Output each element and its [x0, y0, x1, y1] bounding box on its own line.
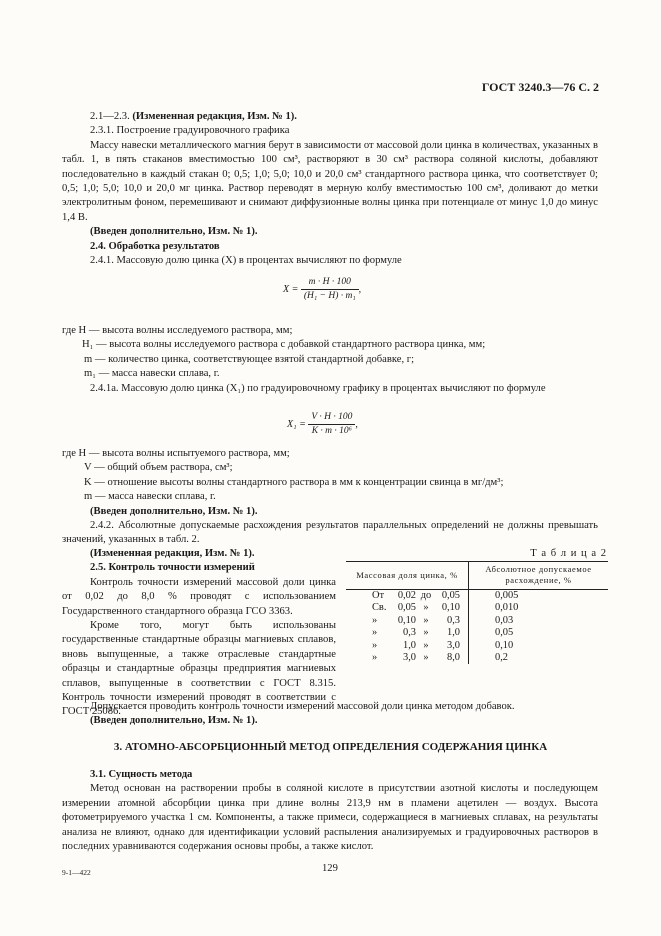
- zinc-range-cell: [346, 590, 469, 603]
- amendment-note-1: (Введен дополнительно, Изм. № 1).: [90, 226, 258, 238]
- document-header: ГОСТ 3240.3—76 С. 2: [481, 80, 599, 94]
- range-part-a: »: [372, 627, 378, 639]
- table-2: [346, 561, 608, 664]
- legend-1-h: где H — высота волны исследуемого раствора, мм;: [62, 325, 293, 336]
- range-part-c: »: [423, 602, 429, 614]
- range-part-d: 0,10: [441, 602, 460, 614]
- clause-242: 2.4.2. Абсолютные допускаемые расхождения результатов параллельных определений не должны превышать значений, указанных в табл. 2.: [62, 520, 598, 546]
- legend-2: [62, 447, 598, 548]
- tolerance-cell: 0,2: [495, 652, 508, 664]
- range-part-c: до: [420, 590, 432, 601]
- table-row: [346, 615, 608, 627]
- zinc-range-cell: [346, 652, 469, 664]
- range-part-c: »: [423, 614, 429, 626]
- range-part-d: 1,0: [447, 627, 460, 639]
- table-row: [346, 652, 608, 664]
- tolerance-cell: 0,005: [495, 590, 519, 601]
- range-part-b: 0,3: [403, 627, 416, 639]
- legend-2-h: где H — высота волны испытуемого раствора, мм;: [62, 448, 290, 459]
- revision-note: (Измененная редакция, Изм. № 1).: [132, 111, 297, 122]
- legend-1-m: m — количество цинка, соответствующее взятой стандартной добавке, г;: [84, 353, 415, 365]
- formula-2-comma: ,: [355, 418, 358, 430]
- legend-2-m: m — масса навески сплава, г.: [84, 491, 216, 503]
- range-part-b: 0,02: [397, 590, 416, 601]
- paragraph-25c: Допускается проводить контроль точности измерений массовой доли цинка методом добавок.: [90, 701, 515, 712]
- section-24-heading: 2.4. Обработка результатов: [90, 240, 220, 252]
- zinc-range-cell: [346, 602, 469, 614]
- section-25-heading: 2.5. Контроль точности измерений: [90, 562, 255, 574]
- range-part-b: 0,10: [397, 614, 416, 626]
- legend-2-k: K — отношение высоты волны стандартного раствора в мм к концентрации свинца в мг/дм³;: [84, 476, 504, 488]
- tolerance-cell: 0,010: [495, 602, 519, 614]
- formula-1: [283, 276, 361, 303]
- paragraph-25a: Контроль точности измерений массовой доли цинка от 0,02 до 8,0 % проводят с использованием Государственного стандартного образца ГСО 3363.: [62, 576, 336, 617]
- formula-1-denominator: (H₁ − H) · m₁: [303, 291, 356, 301]
- amendment-note-3: (Введен дополнительно, Изм. № 1).: [90, 715, 258, 727]
- page-number: 129: [322, 863, 338, 874]
- tolerance-cell: 0,10: [495, 639, 514, 651]
- range-part-a: »: [372, 639, 378, 651]
- paragraph-calibration: Массу навески металлического магния берут в зависимости от массовой доли цинка в количествах, указанных в табл. 1, в пять стаканов вместимостью 100 см³, растворяют в 30 см³ раствора соляной кислоты, добавляют последовательно в каждый стакан 0; 0,5; 1,0; 5,0; 10,0 и 20,0 см³ стандартного раствора цинка, что соответствует 0; 0,5; 1,0; 5,0; 10,0 и 20,0 мг цинка. Раствор переводят в мерную колбу вместимостью 100 см³, доливают до метки электролитным фоном, перемешивают и снимают диффузионные волны цинка при потенциале от минус 1,0 до минус 1,4 В.: [62, 139, 598, 223]
- clause-231: 2.3.1. Построение градуировочного графика: [90, 125, 290, 137]
- body-section-3: [62, 768, 598, 854]
- formula-1-lhs: X =: [283, 283, 299, 295]
- formula-2-fraction: [308, 411, 355, 438]
- range-part-b: 3,0: [403, 652, 416, 664]
- revision-note-2: (Измененная редакция, Изм. № 1).: [90, 548, 255, 559]
- legend-2-v: V — общий объем раствора, см³;: [84, 462, 233, 474]
- range-part-d: 3,0: [447, 639, 460, 651]
- range-part-c: »: [423, 639, 429, 651]
- legend-1-h1: H₁ — высота волны исследуемого раствора с добавкой стандартного раствора цинка, мм;: [82, 339, 486, 351]
- body-lower: [62, 700, 598, 729]
- formula-1-comma: ,: [358, 283, 362, 295]
- range-part-c: »: [423, 627, 429, 639]
- range-part-a: »: [372, 614, 378, 626]
- paragraph-25b: Кроме того, могут быть использованы государственные стандартные образцы магниевых сплавов, вновь выпущенные, а также отраслевые стандартные образцы и стандартные образцы предприятия магниевых сплавов, выпущенные в соответствии с ГОСТ 8.315. Контроль точности измерений проводят в соответствии с ГОСТ 25086.: [62, 620, 336, 718]
- legend-1: [62, 324, 598, 396]
- table-2-col-tolerance: Абсолютное допускаемое расхождение, %: [469, 562, 609, 590]
- range-part-d: 8,0: [447, 652, 460, 664]
- table-2-header-row: [346, 562, 608, 590]
- range-part-a: Св.: [372, 602, 387, 614]
- formula-2-lhs: X₁ =: [287, 418, 306, 430]
- section-3-heading: 3. АТОМНО-АБСОРБЦИОННЫЙ МЕТОД ОПРЕДЕЛЕНИЯ СОДЕРЖАНИЯ ЦИНКА: [113, 741, 548, 753]
- zinc-range-cell: [346, 627, 469, 639]
- print-mark: 9-1—422: [62, 868, 91, 877]
- amendment-note-2: (Введен дополнительно, Изм. № 1).: [90, 505, 258, 517]
- table-2-caption: Т а б л и ц а 2: [530, 548, 607, 559]
- range-part-d: 0,05: [441, 590, 460, 601]
- formula-2-numerator: V · H · 100: [308, 411, 355, 425]
- body-top: [62, 110, 598, 268]
- formula-2: [287, 411, 358, 438]
- range-part-d: 0,3: [447, 614, 460, 626]
- formula-1-numerator: m · H · 100: [301, 276, 359, 290]
- legend-1-m1: m₁ — масса навески сплава, г.: [84, 368, 220, 380]
- range-part-a: »: [372, 652, 378, 664]
- formula-1-fraction: [301, 276, 359, 303]
- table-2-col-zinc: Массовая доля цинка, %: [346, 562, 469, 590]
- table-row: [346, 602, 608, 614]
- formula-2-denominator: K · m · 10⁶: [311, 426, 352, 436]
- tolerance-cell: 0,03: [495, 614, 514, 626]
- zinc-range-cell: [346, 615, 469, 627]
- range-part-c: »: [423, 652, 429, 664]
- table-row: [346, 590, 608, 603]
- tolerance-cell: 0,05: [495, 627, 514, 639]
- body-left-column: [62, 547, 336, 720]
- paragraph-31: Метод основан на растворении пробы в соляной кислоте в присутствии азотной кислоты и последующем измерении атомной абсорбции цинка при длине волны 213,9 нм в пламени ацетилен — воздух. Высота фотометрируемого участка 1 см. Компоненты, а также примеси, содержащиеся в магниевых сплавах, на результаты анализа не влияют, однако для идентификации условий распыления анализируемых и градуировочных растворов в последних уравниваются содержания основы пробы, а также кислот.: [62, 783, 598, 853]
- section-31-heading: 3.1. Сущность метода: [90, 769, 193, 780]
- table-row: [346, 627, 608, 639]
- clause-241a: 2.4.1а. Массовую долю цинка (X₁) по градуировочному графику в процентах вычисляют по формуле: [90, 382, 546, 394]
- revision-line: [62, 110, 598, 124]
- clause-ref: 2.1—2.3.: [90, 111, 133, 122]
- clause-241: 2.4.1. Массовую долю цинка (X) в процентах вычисляют по формуле: [90, 255, 402, 267]
- range-part-b: 0,05: [397, 602, 416, 614]
- range-part-a: От: [372, 590, 385, 601]
- range-part-b: 1,0: [403, 639, 416, 651]
- table-row: [346, 640, 608, 652]
- zinc-range-cell: [346, 640, 469, 652]
